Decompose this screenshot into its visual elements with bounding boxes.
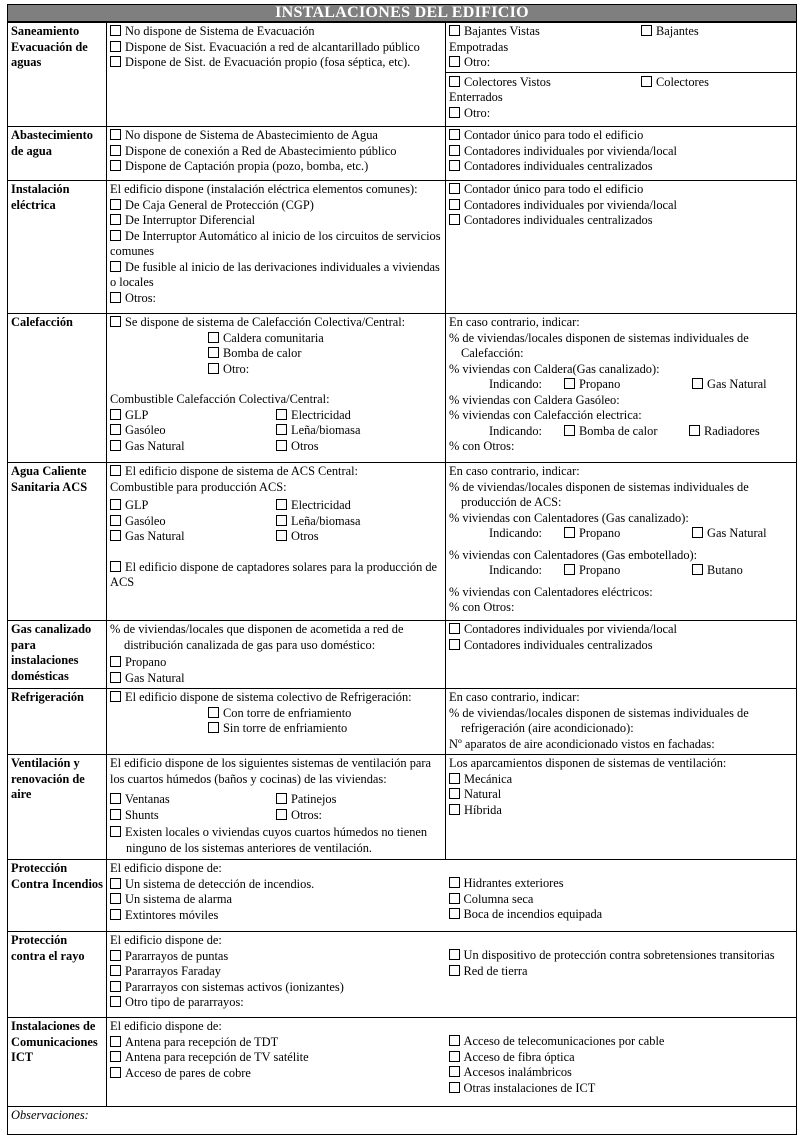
checkbox[interactable]	[449, 56, 460, 67]
checkbox[interactable]	[276, 409, 287, 420]
checkbox-option[interactable]: Extintores móviles	[110, 908, 443, 924]
checkbox[interactable]	[110, 230, 121, 241]
checkbox-option[interactable]: Bomba de calor	[564, 424, 689, 440]
checkbox[interactable]	[449, 877, 460, 888]
checkbox[interactable]	[449, 1066, 460, 1077]
checkbox[interactable]	[110, 996, 121, 1007]
row-rayo	[8, 932, 797, 1018]
electrica-left	[107, 181, 446, 314]
checkbox-option[interactable]: Otros	[276, 439, 442, 455]
pct-text: % con Otros:	[449, 600, 515, 614]
row-label: Agua Caliente Sanitaria ACS	[8, 463, 107, 621]
checkbox[interactable]	[110, 160, 121, 171]
checkbox-option[interactable]: Existen locales o viviendas cuyos cuartos húmedos no tienen ninguno de los sistemas anteriores de ventilación.	[110, 825, 442, 856]
abastecimiento-right	[446, 127, 797, 181]
checkbox-option[interactable]: Se dispone de sistema de Calefacción Colectiva/Central:	[110, 315, 442, 331]
checkbox[interactable]	[449, 25, 460, 36]
checkbox-option[interactable]: Acceso de telecomunicaciones por cable	[449, 1034, 794, 1050]
checkbox[interactable]	[110, 145, 121, 156]
checkbox[interactable]	[110, 440, 121, 451]
checkbox[interactable]	[276, 793, 287, 804]
checkbox-option[interactable]: De Interruptor Diferencial	[110, 213, 442, 229]
checkbox-option[interactable]: Colectores Vistos	[449, 75, 601, 91]
checkbox[interactable]	[449, 1082, 460, 1093]
checkbox-option[interactable]: El edificio dispone de sistema colectivo de Refrigeración:	[110, 690, 442, 706]
checkbox[interactable]	[110, 25, 121, 36]
checkbox[interactable]	[110, 292, 121, 303]
checkbox[interactable]	[110, 129, 121, 140]
checkbox[interactable]	[110, 950, 121, 961]
checkbox-option[interactable]: Gas Natural	[110, 671, 442, 687]
fuel-heading: Combustible para producción ACS:	[110, 479, 287, 494]
checkbox[interactable]	[110, 793, 121, 804]
observaciones-field[interactable]	[8, 1107, 797, 1135]
acs-left	[107, 463, 446, 621]
checkbox-option[interactable]: De Caja General de Protección (CGP)	[110, 198, 442, 214]
intro-text: El edificio dispone de los siguientes sistemas de ventilación para los cuartos húmedos (baños y cocinas) de las viviendas:	[110, 756, 432, 786]
checkbox[interactable]	[564, 425, 575, 436]
checkbox-option[interactable]: Otros:	[110, 291, 442, 307]
option-continuation: Empotradas	[449, 39, 509, 54]
row-label: Abastecimiento de agua	[8, 127, 107, 181]
checkbox[interactable]	[449, 639, 460, 650]
indicando-row: Indicando: Propano Gas Natural	[489, 526, 767, 540]
checkbox-option[interactable]: Otros:	[276, 808, 442, 824]
ict-right	[446, 1018, 797, 1107]
checkbox[interactable]	[449, 76, 460, 87]
checkbox-option[interactable]: Mecánica	[449, 772, 793, 788]
checkbox-option[interactable]: Otro:	[449, 106, 793, 122]
checkbox[interactable]	[110, 214, 121, 225]
checkbox[interactable]	[692, 527, 703, 538]
pct-text: % viviendas con Calentadores (Gas canalizado):	[449, 510, 689, 525]
checkbox-option[interactable]: Gasóleo	[110, 423, 276, 439]
row-calefaccion	[8, 314, 797, 463]
checkbox-option[interactable]: Bajantes	[601, 24, 793, 40]
checkbox[interactable]	[449, 949, 460, 960]
checkbox[interactable]	[110, 672, 121, 683]
checkbox[interactable]	[110, 199, 121, 210]
checkbox[interactable]	[110, 56, 121, 67]
checkbox-option[interactable]: Propano	[564, 526, 692, 542]
checkbox[interactable]	[641, 76, 652, 87]
checkbox-option[interactable]: Contador único para todo el edificio	[449, 128, 793, 144]
checkbox[interactable]	[110, 1036, 121, 1047]
intro-text: El edificio dispone de:	[110, 1019, 222, 1033]
row-ict	[8, 1018, 797, 1107]
row-label: Protección Contra Incendios	[8, 860, 107, 932]
checkbox[interactable]	[449, 107, 460, 118]
checkbox[interactable]	[110, 656, 121, 667]
calefaccion-left	[107, 314, 446, 463]
checkbox[interactable]	[564, 378, 575, 389]
checkbox[interactable]	[449, 773, 460, 784]
refrigeracion-right	[446, 689, 797, 755]
checkbox-option[interactable]: Pararrayos de puntas	[110, 949, 443, 965]
checkbox[interactable]	[276, 515, 287, 526]
checkbox-option[interactable]: Colectores	[601, 75, 793, 91]
checkbox-option[interactable]: Propano	[564, 563, 692, 579]
checkbox[interactable]	[110, 465, 121, 476]
checkbox-option[interactable]: Sin torre de enfriamiento	[110, 721, 442, 737]
checkbox[interactable]	[110, 561, 121, 572]
checkbox-option[interactable]: Contadores individuales centralizados	[449, 638, 793, 654]
calefaccion-right	[446, 314, 797, 463]
checkbox[interactable]	[110, 893, 121, 904]
rayo-right	[446, 932, 797, 1018]
checkbox-option[interactable]: Contadores individuales por vivienda/local	[449, 144, 793, 160]
checkbox-option[interactable]: Electricidad	[276, 408, 442, 424]
checkbox-option[interactable]: Otros	[276, 529, 442, 545]
row-saneamiento	[8, 23, 797, 127]
ict-left	[107, 1018, 446, 1107]
pct-text: % de viviendas/locales disponen de sistemas individuales de Calefacción:	[449, 330, 749, 360]
checkbox[interactable]	[110, 691, 121, 702]
checkbox[interactable]	[449, 804, 460, 815]
checkbox[interactable]	[692, 378, 703, 389]
checkbox[interactable]	[110, 1067, 121, 1078]
row-acs	[8, 463, 797, 621]
electrica-right	[446, 181, 797, 314]
checkbox-option[interactable]: Leña/biomasa	[276, 423, 442, 439]
checkbox-option[interactable]: Gas Natural	[110, 439, 276, 455]
rayo-left	[107, 932, 446, 1018]
incendios-left	[107, 860, 446, 932]
checkbox-option[interactable]: Bomba de calor	[110, 346, 442, 362]
checkbox-option[interactable]: Contadores individuales centralizados	[449, 213, 793, 229]
checkbox-option[interactable]: Contadores individuales por vivienda/local	[449, 198, 793, 214]
row-label: Ventilación y renovación de aire	[8, 755, 107, 860]
checkbox[interactable]	[449, 129, 460, 140]
checkbox-option[interactable]: Con torre de enfriamiento	[110, 706, 442, 722]
checkbox[interactable]	[276, 424, 287, 435]
row-refrigeracion	[8, 689, 797, 755]
intro-text: El edificio dispone de:	[110, 861, 222, 875]
pct-text: % viviendas con Calefacción electrica:	[449, 408, 642, 422]
checkbox-option[interactable]: El edificio dispone de sistema de ACS Central:	[110, 464, 442, 480]
checkbox[interactable]	[110, 530, 121, 541]
checkbox-option[interactable]: Gas Natural	[110, 529, 276, 545]
checkbox-option[interactable]: Híbrida	[449, 803, 793, 819]
checkbox[interactable]	[110, 826, 121, 837]
checkbox-option[interactable]: El edificio dispone de captadores solares para la producción de ACS	[110, 559, 438, 589]
checkbox[interactable]	[449, 1035, 460, 1046]
gas-right	[446, 621, 797, 689]
checkbox[interactable]	[449, 160, 460, 171]
checkbox-option[interactable]: Butano	[692, 563, 743, 577]
checkbox-option[interactable]: Dispone de Captación propia (pozo, bomba, etc.)	[110, 159, 442, 175]
checkbox[interactable]	[564, 527, 575, 538]
checkbox-option[interactable]: Acceso de fibra óptica	[449, 1050, 794, 1066]
observaciones-label: Observaciones:	[11, 1108, 89, 1122]
checkbox[interactable]	[110, 878, 121, 889]
row-gas	[8, 621, 797, 689]
saneamiento-left	[107, 23, 446, 127]
refrigeracion-left	[107, 689, 446, 755]
row-abastecimiento	[8, 127, 797, 181]
checkbox-option[interactable]: Dispone de Sist. de Evacuación propio (fosa séptica, etc).	[110, 55, 442, 71]
checkbox-option[interactable]: Pararrayos Faraday	[110, 964, 443, 980]
checkbox[interactable]	[110, 809, 121, 820]
checkbox[interactable]	[110, 965, 121, 976]
checkbox[interactable]	[564, 564, 575, 575]
checkbox[interactable]	[641, 25, 652, 36]
row-label: Gas canalizado para instalaciones domésticas	[8, 621, 107, 689]
checkbox[interactable]	[110, 409, 121, 420]
row-label: Saneamiento Evacuación de aguas	[8, 23, 107, 127]
pct-text: % viviendas con Caldera(Gas canalizado):	[449, 361, 660, 376]
row-label: Refrigeración	[8, 689, 107, 755]
checkbox-option[interactable]: Otro:	[449, 55, 793, 71]
checkbox-option[interactable]: Red de tierra	[449, 964, 794, 980]
checkbox[interactable]	[449, 145, 460, 156]
checkbox-option[interactable]: Propano	[564, 377, 692, 393]
checkbox[interactable]	[692, 564, 703, 575]
intro-text: Los aparcamientos disponen de sistemas de ventilación:	[449, 756, 727, 770]
checkbox-option[interactable]: Gas Natural	[692, 377, 767, 391]
checkbox[interactable]	[208, 707, 219, 718]
pct-text: % de viviendas/locales disponen de sistemas individuales de refrigeración (aire acondicionado):	[449, 705, 749, 735]
intro-text: El edificio dispone de:	[110, 933, 222, 947]
checkbox-option[interactable]: Dispone de Sist. Evacuación a red de alcantarillado público	[110, 40, 442, 56]
checkbox-option[interactable]: De Interruptor Automático al inicio de los circuitos de servicios comunes	[110, 228, 441, 258]
checkbox-option[interactable]: Un dispositivo de protección contra sobretensiones transitorias	[449, 948, 794, 964]
checkbox[interactable]	[689, 425, 700, 436]
intro-text: En caso contrario, indicar:	[449, 690, 580, 704]
checkbox-option[interactable]: Antena para recepción de TDT	[110, 1035, 443, 1051]
checkbox[interactable]	[208, 363, 219, 374]
checkbox-option[interactable]: Otras instalaciones de ICT	[449, 1081, 794, 1097]
checkbox-option[interactable]: Un sistema de detección de incendios.	[110, 877, 443, 893]
checkbox-option[interactable]: Contadores individuales por vivienda/local	[449, 622, 793, 638]
checkbox-option[interactable]: GLP	[110, 498, 276, 514]
row-label: Instalaciones de Comunicaciones ICT	[8, 1018, 107, 1107]
abastecimiento-left	[107, 127, 446, 181]
checkbox-option[interactable]: Bajantes Vistas	[449, 24, 601, 40]
checkbox-option[interactable]: Hidrantes exteriores	[449, 876, 794, 892]
incendios-right	[446, 860, 797, 932]
checkbox[interactable]	[110, 981, 121, 992]
indicando-row: Indicando: Propano Gas Natural	[489, 377, 767, 391]
checkbox[interactable]	[449, 965, 460, 976]
indicando-row: Indicando: Bomba de calor Radiadores	[489, 423, 760, 438]
checkbox[interactable]	[110, 1051, 121, 1062]
checkbox-option[interactable]: Patinejos	[276, 792, 442, 808]
checkbox[interactable]	[449, 183, 460, 194]
checkbox-option[interactable]: Electricidad	[276, 498, 442, 514]
intro-text: En caso contrario, indicar:	[449, 464, 580, 478]
checkbox-option[interactable]: Radiadores	[689, 424, 760, 438]
checkbox[interactable]	[208, 347, 219, 358]
row-electrica	[8, 181, 797, 314]
checkbox[interactable]	[110, 41, 121, 52]
intro-text: % de viviendas/locales que disponen de acometida a red de distribución canalizada de gas para uso doméstico:	[110, 622, 404, 652]
pct-text: % de viviendas/locales disponen de sistemas individuales de producción de ACS:	[449, 479, 749, 509]
acs-right	[446, 463, 797, 621]
checkbox-option[interactable]: Gas Natural	[692, 526, 767, 540]
checkbox-option[interactable]: Otro:	[110, 362, 442, 378]
intro-text: El edificio dispone (instalación eléctrica elementos comunes):	[110, 182, 418, 196]
checkbox[interactable]	[110, 909, 121, 920]
checkbox-option[interactable]: Ventanas	[110, 792, 276, 808]
checkbox[interactable]	[449, 199, 460, 210]
checkbox-option[interactable]: No dispone de Sistema de Evacuación	[110, 24, 442, 40]
checkbox[interactable]	[110, 515, 121, 526]
row-incendios	[8, 860, 797, 932]
checkbox[interactable]	[110, 499, 121, 510]
row-label: Protección contra el rayo	[8, 932, 107, 1018]
checkbox[interactable]	[276, 809, 287, 820]
checkbox-option[interactable]: Antena para recepción de TV satélite	[110, 1050, 443, 1066]
checkbox-option[interactable]: Boca de incendios equipada	[449, 907, 794, 923]
saneamiento-right	[446, 23, 797, 127]
checkbox-option[interactable]: Columna seca	[449, 892, 794, 908]
checkbox-option[interactable]: Dispone de conexión a Red de Abastecimiento público	[110, 144, 442, 160]
row-label: Calefacción	[8, 314, 107, 463]
ventilacion-right	[446, 755, 797, 860]
checkbox-option[interactable]: Contadores individuales centralizados	[449, 159, 793, 175]
checkbox-option[interactable]: Contador único para todo el edificio	[449, 182, 793, 198]
checkbox-option[interactable]: GLP	[110, 408, 276, 424]
checkbox-option[interactable]: Accesos inalámbricos	[449, 1065, 794, 1081]
pct-text: % viviendas con Caldera Gasóleo:	[449, 392, 620, 407]
row-ventilacion	[8, 755, 797, 860]
checkbox-option[interactable]: Gasóleo	[110, 514, 276, 530]
checkbox-option[interactable]: De fusible al inicio de las derivaciones individuales a viviendas o locales	[110, 259, 440, 289]
fuel-heading: Combustible Calefacción Colectiva/Central:	[110, 392, 330, 406]
checkbox-option[interactable]: Un sistema de alarma	[110, 892, 443, 908]
indicando-row: Indicando: Propano Butano	[489, 563, 743, 577]
installations-table	[7, 22, 797, 1135]
checkbox[interactable]	[110, 316, 121, 327]
checkbox[interactable]	[449, 893, 460, 904]
pct-text: % viviendas con Calentadores eléctricos:	[449, 584, 653, 599]
checkbox-option[interactable]: No dispone de Sistema de Abastecimiento de Agua	[110, 128, 442, 144]
checkbox[interactable]	[276, 440, 287, 451]
section-title: INSTALACIONES DEL EDIFICIO	[7, 4, 797, 22]
checkbox-option[interactable]: Leña/biomasa	[276, 514, 442, 530]
checkbox[interactable]	[110, 424, 121, 435]
checkbox-option[interactable]: Shunts	[110, 808, 276, 824]
checkbox[interactable]	[449, 214, 460, 225]
pct-text: Nº aparatos de aire acondicionado vistos en fachadas:	[449, 736, 715, 751]
checkbox[interactable]	[449, 623, 460, 634]
gas-left	[107, 621, 446, 689]
checkbox-option[interactable]: Otro tipo de pararrayos:	[110, 995, 443, 1011]
form-frame	[7, 4, 797, 1135]
checkbox[interactable]	[208, 332, 219, 343]
checkbox[interactable]	[208, 722, 219, 733]
row-label: Instalación eléctrica	[8, 181, 107, 314]
checkbox[interactable]	[449, 1051, 460, 1062]
ventilacion-left	[107, 755, 446, 860]
checkbox-option[interactable]: Acceso de pares de cobre	[110, 1066, 443, 1082]
pct-text: % viviendas con Calentadores (Gas embotellado):	[449, 547, 698, 562]
checkbox[interactable]	[276, 499, 287, 510]
intro-text: En caso contrario, indicar:	[449, 315, 580, 329]
option-continuation: Enterrados	[449, 90, 503, 104]
checkbox-option[interactable]: Pararrayos con sistemas activos (ionizantes)	[110, 980, 443, 996]
checkbox-option[interactable]: Caldera comunitaria	[110, 331, 442, 347]
checkbox[interactable]	[449, 788, 460, 799]
row-observaciones	[8, 1107, 797, 1135]
checkbox-option[interactable]: Propano	[110, 655, 442, 671]
pct-text: % con Otros:	[449, 439, 515, 453]
checkbox[interactable]	[449, 908, 460, 919]
checkbox[interactable]	[110, 261, 121, 272]
checkbox[interactable]	[276, 530, 287, 541]
checkbox-option[interactable]: Natural	[449, 787, 793, 803]
